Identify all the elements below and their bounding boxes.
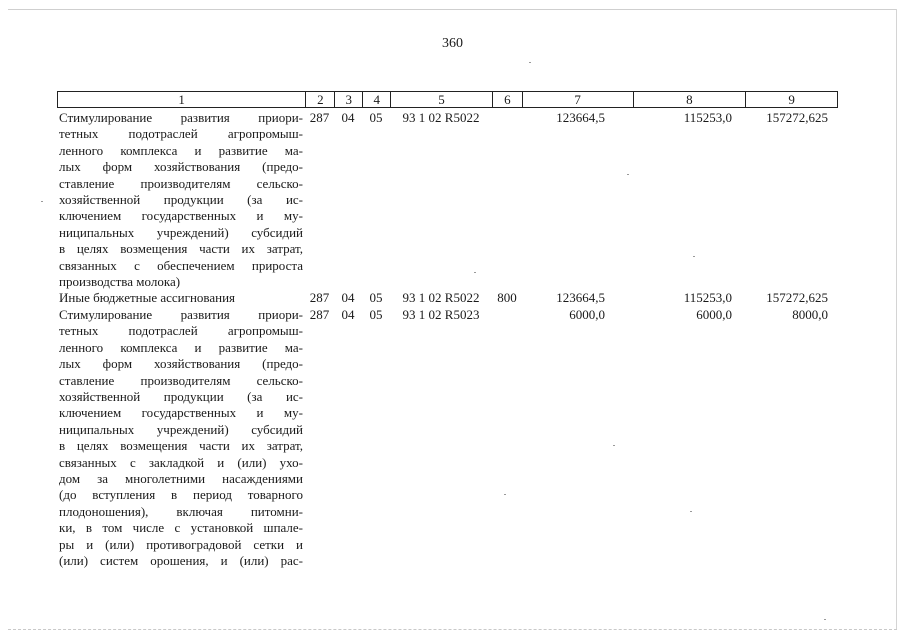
cell-section: 04 — [341, 306, 355, 322]
column-header: 9 — [745, 92, 837, 107]
description-line: (до вступления в период товарного — [59, 487, 303, 503]
description-line: лых форм хозяйствования (предо- — [59, 159, 303, 175]
cell-section: 04 — [341, 110, 355, 125]
description-line: Иные бюджетные ассигнования — [59, 290, 236, 306]
page-number: 360 — [442, 36, 463, 51]
scan-speck — [504, 494, 506, 495]
description-line: хозяйственной продукции (за ис- — [59, 388, 303, 404]
column-header: 5 — [390, 92, 492, 107]
cell-target-article: 93 1 02 R5023 — [402, 306, 480, 322]
description-line: производства молока) — [59, 274, 181, 290]
description-line: плодоношения), включая питомни- — [59, 503, 303, 519]
cell-amount-2: 115253,0 — [683, 110, 732, 125]
description-line: хозяйственной продукции (за ис- — [59, 192, 303, 208]
description-line: в целях возмещения части их затрат, — [59, 438, 303, 454]
cell-amount-3: 157272,625 — [766, 110, 828, 125]
cell-ministry-code: 287 — [309, 110, 330, 125]
page-edge — [8, 9, 897, 10]
cell-target-article: 93 1 02 R5022 — [402, 110, 480, 125]
cell-amount-2: 115253,0 — [683, 290, 732, 306]
description-line: ры и (или) противоградовой сетки и — [59, 536, 303, 552]
description-line: связанных с обеспечением прироста — [59, 257, 303, 273]
cell-ministry-code: 287 — [309, 290, 330, 306]
scan-speck — [41, 201, 43, 202]
scan-speck — [474, 272, 476, 273]
row-description — [57, 290, 305, 306]
table-row — [57, 110, 838, 290]
cell-ministry-code: 287 — [309, 306, 330, 322]
description-line: Стимулирование развития приори- — [59, 306, 303, 322]
cell-amount-1: 123664,5 — [556, 110, 605, 125]
cell-subsection: 05 — [369, 306, 383, 322]
scan-speck — [529, 62, 531, 63]
cell-amount-3: 157272,625 — [766, 290, 828, 306]
description-line: ключением государственных и му- — [59, 208, 303, 224]
description-line: ленного комплекса и развитие ма- — [59, 339, 303, 355]
scan-speck — [627, 174, 629, 175]
description-line: ки, в том числе с установкой шпале- — [59, 520, 303, 536]
cell-amount-2: 6000,0 — [696, 306, 732, 322]
description-line: связанных с закладкой и (или) ухо- — [59, 454, 303, 470]
cell-target-article: 93 1 02 R5022 — [402, 290, 480, 306]
table-header — [57, 91, 838, 108]
cell-expense-type — [492, 110, 522, 290]
column-header: 7 — [522, 92, 633, 107]
cell-subsection: 05 — [369, 290, 383, 306]
cell-amount-3: 8000,0 — [792, 306, 828, 322]
description-line: ключением государственных и му- — [59, 405, 303, 421]
column-header: 4 — [362, 92, 390, 107]
table-row — [57, 290, 838, 306]
description-line: ленного комплекса и развитие ма- — [59, 142, 303, 158]
row-description — [57, 110, 305, 290]
page-edge — [896, 9, 897, 630]
description-line: тетных подотраслей агропромыш- — [59, 126, 303, 142]
scan-speck — [690, 511, 692, 512]
column-header: 1 — [178, 92, 185, 107]
description-line: лых форм хозяйствования (предо- — [59, 356, 303, 372]
description-line: в целях возмещения части их затрат, — [59, 241, 303, 257]
description-line: ставление производителям сельско- — [59, 372, 303, 388]
description-line: ставление производителям сельско- — [59, 175, 303, 191]
column-header: 8 — [633, 92, 746, 107]
table-body — [57, 110, 838, 569]
table-row — [57, 307, 838, 570]
scan-speck — [693, 256, 695, 257]
scan-speck — [824, 619, 826, 620]
cell-amount-1: 123664,5 — [556, 290, 605, 306]
scan-speck — [613, 445, 615, 446]
cell-amount-1: 6000,0 — [569, 306, 605, 322]
description-line: Стимулирование развития приори- — [59, 110, 303, 125]
column-header: 2 — [305, 92, 334, 107]
cell-expense-type: 800 — [497, 290, 517, 306]
page-edge — [8, 629, 897, 630]
description-line: дом за многолетними насаждениями — [59, 470, 303, 486]
description-line: тетных подотраслей агропромыш- — [59, 323, 303, 339]
description-line: (или) систем орошения, и (или) рас- — [59, 552, 303, 568]
cell-expense-type — [492, 307, 522, 570]
description-line: ниципальных учреждений) субсидий — [59, 224, 303, 240]
row-description — [57, 307, 305, 570]
cell-section: 04 — [341, 290, 355, 306]
column-header: 3 — [334, 92, 362, 107]
description-line: ниципальных учреждений) субсидий — [59, 421, 303, 437]
cell-subsection: 05 — [369, 110, 383, 125]
column-header: 6 — [492, 92, 522, 107]
